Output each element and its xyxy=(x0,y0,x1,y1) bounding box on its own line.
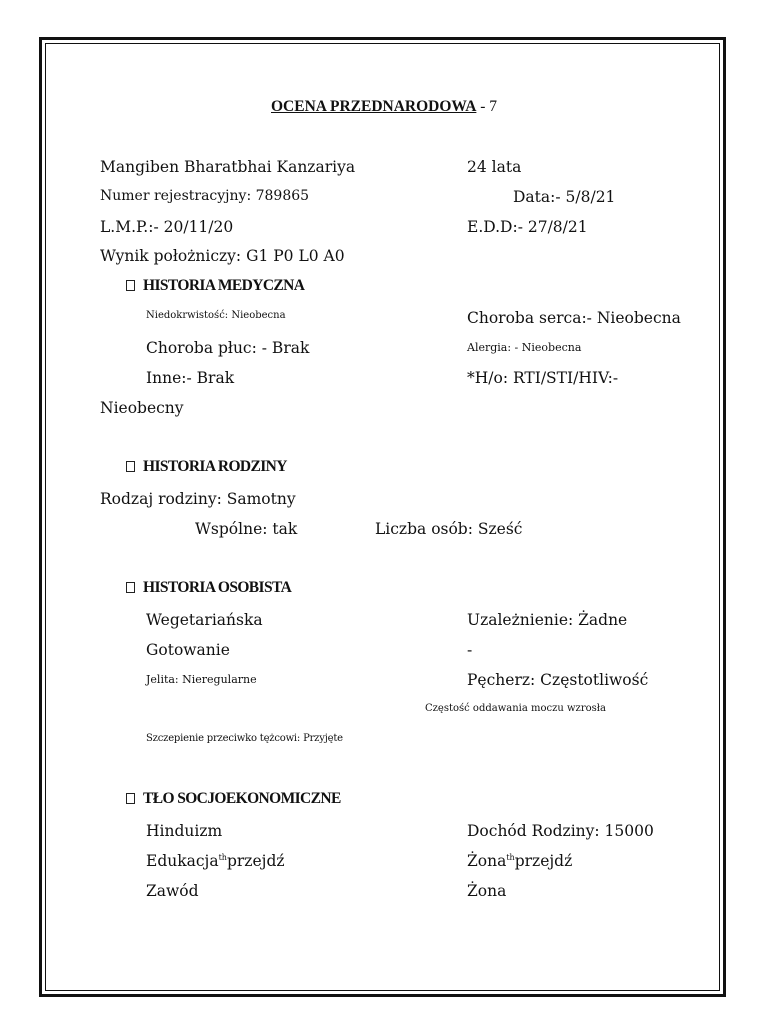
family-income: Dochód Rodziny: 15000 xyxy=(467,822,654,840)
obstetric-score: Wynik położniczy: G1 P0 L0 A0 xyxy=(100,247,345,265)
tetanus-vaccination: Szczepienie przeciwko tężcowi: Przyjęte xyxy=(146,733,343,744)
occupation-value: Żona xyxy=(467,882,507,900)
cooking: Gotowanie xyxy=(146,641,230,659)
bladder: Pęcherz: Częstotliwość xyxy=(467,671,649,689)
wife-education: Żona$^{th}$przejdź xyxy=(467,852,573,870)
diet: Wegetariańska xyxy=(146,611,263,629)
title-suffix: - 7 xyxy=(476,98,498,115)
medical-history-heading: HISTORIA MEDYCZNA xyxy=(126,277,304,295)
personal-history-heading: HISTORIA OSOBISTA xyxy=(126,579,291,597)
edd: E.D.D:- 27/8/21 xyxy=(467,218,588,236)
checkbox-bullet-icon xyxy=(126,280,135,291)
heart-disease: Choroba serca:- Nieobecna xyxy=(467,309,681,327)
page-border-inner xyxy=(45,43,720,991)
document-title xyxy=(271,98,497,116)
lung-disease: Choroba płuc: - Brak xyxy=(146,339,310,357)
allergy: Alergia: - Nieobecna xyxy=(467,341,582,354)
education: Edukacja$^{th}$przejdź xyxy=(146,852,285,870)
patient-name: Mangiben Bharatbhai Kanzariya xyxy=(100,158,356,176)
checkbox-bullet-icon xyxy=(126,461,135,472)
addiction: Uzależnienie: Żadne xyxy=(467,611,628,629)
occupation-label: Zawód xyxy=(146,882,199,900)
rti-sti-hiv: *H/o: RTI/STI/HIV:- xyxy=(467,369,619,387)
other-conditions: Inne:- Brak xyxy=(146,369,235,387)
checkbox-bullet-icon xyxy=(126,793,135,804)
socioeconomic-heading: TŁO SOCJOEKONOMICZNE xyxy=(126,790,341,808)
rti-sti-hiv-value: Nieobecny xyxy=(100,399,184,417)
bladder-note: Częstość oddawania moczu wzrosła xyxy=(425,703,606,714)
patient-age: 24 lata xyxy=(467,158,522,176)
title-main: OCENA PRZEDNARODOWA xyxy=(271,98,477,115)
registration-number: Numer rejestracyjny: 789865 xyxy=(100,188,310,204)
family-history-heading: HISTORIA RODZINY xyxy=(126,458,287,476)
checkbox-bullet-icon xyxy=(126,582,135,593)
cooking-value: - xyxy=(467,641,473,659)
joint-family: Wspólne: tak xyxy=(195,520,298,538)
anemia: Niedokrwistość: Nieobecna xyxy=(146,310,286,321)
lmp: L.M.P.:- 20/11/20 xyxy=(100,218,234,236)
visit-date: Data:- 5/8/21 xyxy=(513,188,616,206)
family-members: Liczba osób: Sześć xyxy=(375,520,523,538)
religion: Hinduizm xyxy=(146,822,223,840)
family-type: Rodzaj rodziny: Samotny xyxy=(100,490,296,508)
bowel: Jelita: Nieregularne xyxy=(146,673,257,686)
